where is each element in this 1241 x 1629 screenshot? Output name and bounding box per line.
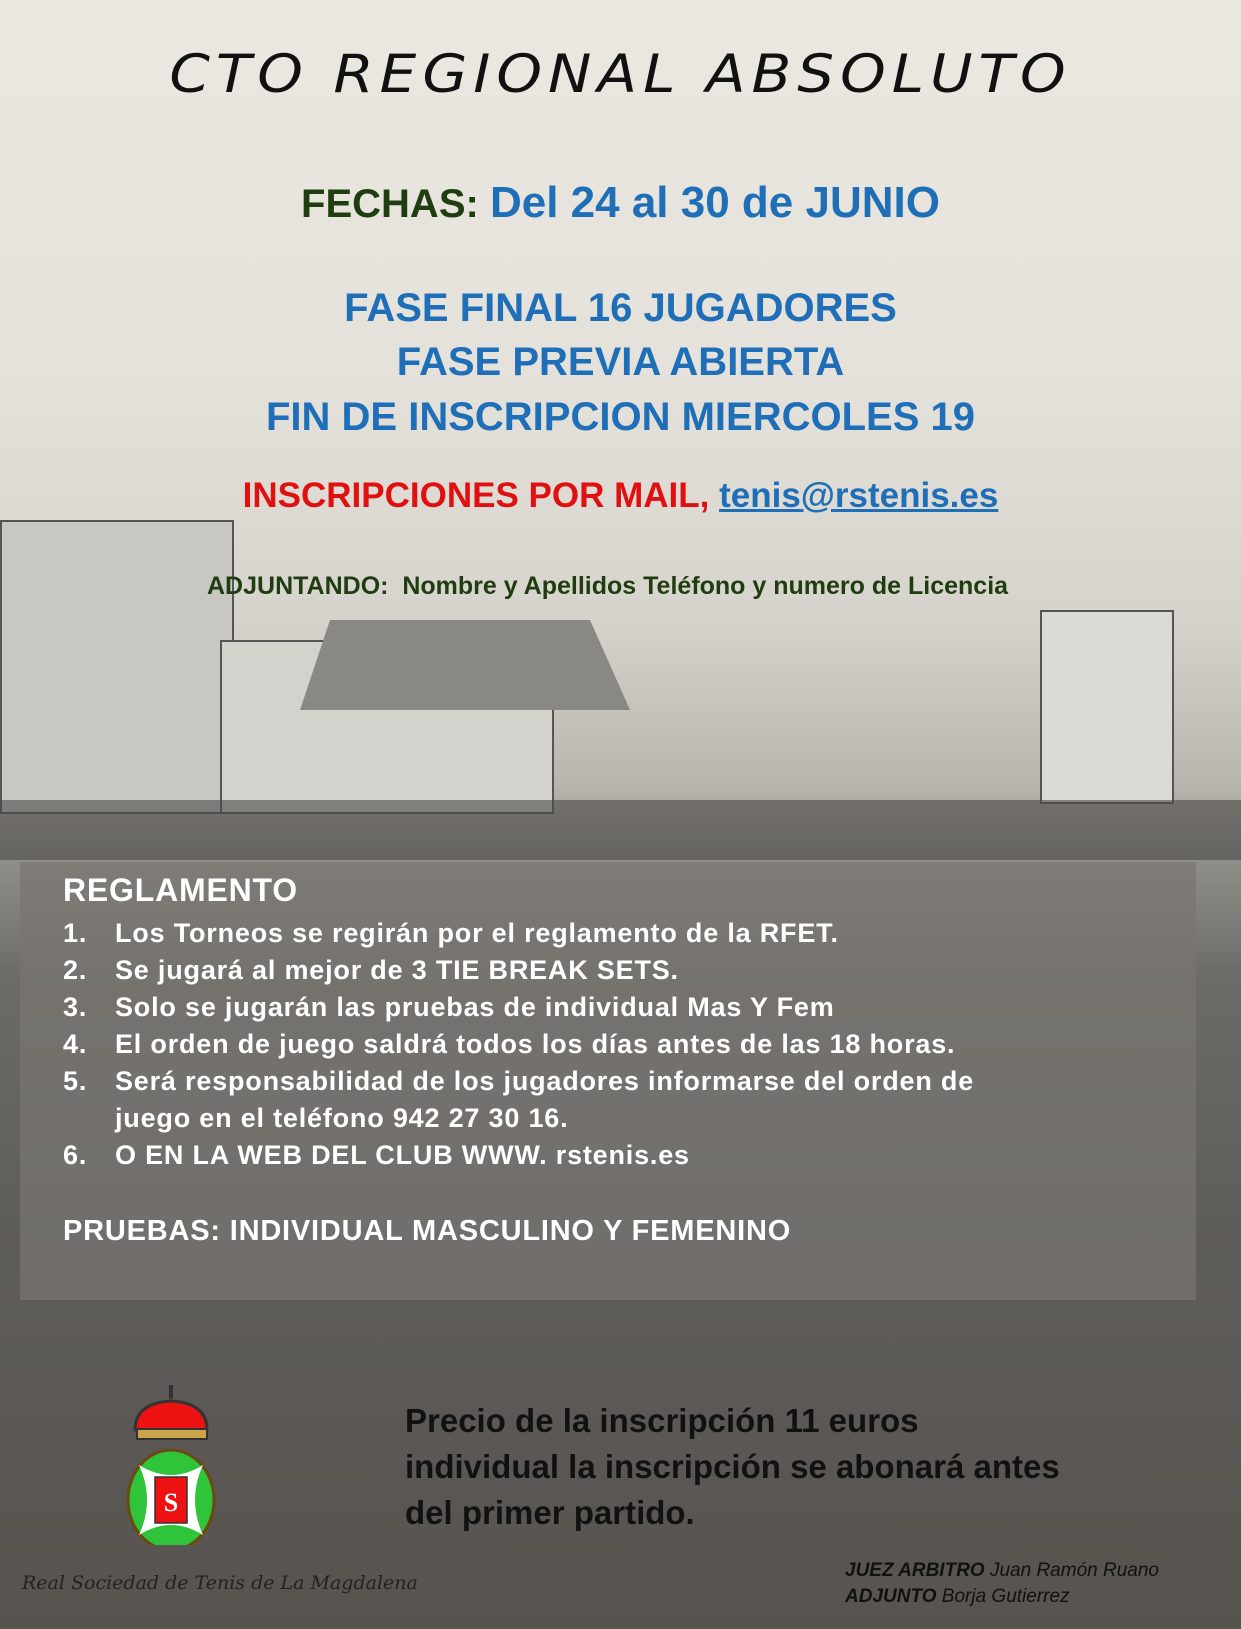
rule-item xyxy=(63,1140,690,1171)
adjunto-name: Borja Gutierrez xyxy=(941,1586,1070,1607)
rule-text: Los Torneos se regirán por el reglamento de la RFET. xyxy=(115,918,839,948)
dates-label: FECHAS: xyxy=(301,182,479,226)
inscripciones-label: INSCRIPCIONES POR MAIL xyxy=(242,476,700,515)
rule-num: 6. xyxy=(63,1140,88,1170)
fase-previa: FASE PREVIA ABIERTA xyxy=(396,340,845,384)
adjuntando-text: ADJUNTANDO: Nombre y Apellidos Teléfono y numero de Licencia xyxy=(207,572,1009,600)
juez-label: JUEZ ARBITRO xyxy=(845,1560,985,1581)
club-crest-logo xyxy=(125,1385,225,1545)
rule-text: Solo se jugarán las pruebas de individual Mas Y Fem xyxy=(115,992,835,1022)
rule-text: juego en el teléfono 942 27 30 16. xyxy=(115,1103,569,1133)
email-link[interactable]: tenis@rstenis.es xyxy=(719,476,999,515)
hedge xyxy=(0,800,1241,860)
rule-item xyxy=(63,1066,974,1097)
adjunto-label: ADJUNTO xyxy=(845,1586,937,1607)
rule-num: 4. xyxy=(63,1029,88,1059)
rule-item xyxy=(63,955,679,986)
rule-text: El orden de juego saldrá todos los días antes de las 18 horas. xyxy=(115,1029,956,1059)
fin-inscripcion: FIN DE INSCRIPCION MIERCOLES 19 xyxy=(266,395,975,439)
precio-line: del primer partido. xyxy=(405,1494,695,1531)
pruebas-text: PRUEBAS: INDIVIDUAL MASCULINO Y FEMENINO xyxy=(63,1215,792,1247)
precio-line: individual la inscripción se abonará antes xyxy=(405,1448,1060,1485)
rule-text: Se jugará al mejor de 3 TIE BREAK SETS. xyxy=(115,955,679,985)
rule-item-continued xyxy=(63,1103,568,1134)
club-name-signature: Real Sociedad de Tenis de La Magdalena xyxy=(22,1572,418,1594)
castle-tower xyxy=(1040,610,1174,804)
rule-text: Será responsabilidad de los jugadores informarse del orden de xyxy=(115,1066,975,1096)
rule-num: 3. xyxy=(63,992,88,1022)
officials xyxy=(845,1558,1159,1610)
dates xyxy=(0,178,1241,228)
svg-text:S: S xyxy=(163,1488,179,1517)
juez-name: Juan Ramón Ruano xyxy=(989,1560,1159,1581)
dates-value: Del 24 al 30 de JUNIO xyxy=(489,178,940,227)
separator: , xyxy=(699,476,720,515)
rule-num: 5. xyxy=(63,1066,88,1096)
rule-text: O EN LA WEB DEL CLUB WWW. rstenis.es xyxy=(115,1140,690,1170)
clubhouse-roof xyxy=(300,620,630,710)
reglamento-heading: REGLAMENTO xyxy=(63,872,298,908)
precio-line: Precio de la inscripción 11 euros xyxy=(405,1402,919,1439)
rule-item xyxy=(63,918,839,949)
rule-item xyxy=(63,992,835,1023)
precio-text xyxy=(405,1398,1060,1536)
rule-num: 1. xyxy=(63,918,88,948)
fase-final: FASE FINAL 16 JUGADORES xyxy=(344,286,897,330)
rule-num: 2. xyxy=(63,955,88,985)
poster-title: CTO REGIONAL ABSOLUTO xyxy=(169,43,1072,105)
inscripciones-line xyxy=(0,476,1241,516)
rule-item xyxy=(63,1029,955,1060)
clubhouse-building xyxy=(0,520,234,814)
